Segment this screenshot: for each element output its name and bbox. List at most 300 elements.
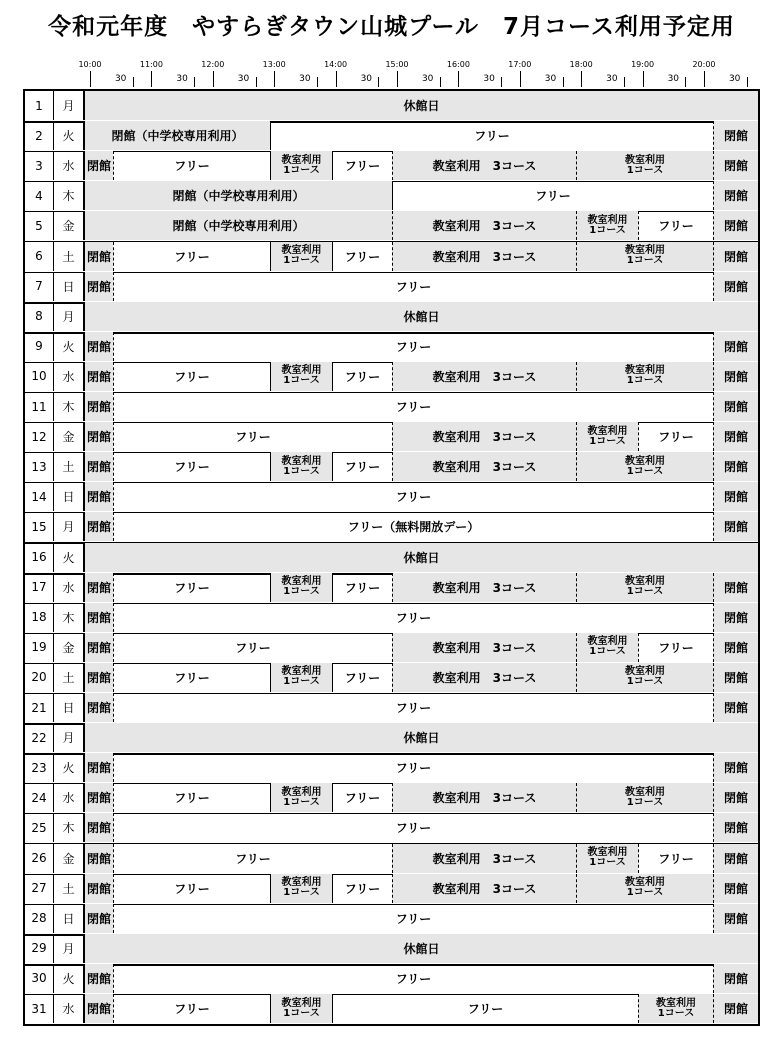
day-number: 10 xyxy=(25,362,54,391)
course-label: 1コース xyxy=(283,1007,320,1019)
school-use-cell: 閉館（中学校専用利用） xyxy=(85,211,392,240)
closed-cell: 閉館 xyxy=(85,573,113,602)
schedule-row xyxy=(25,392,758,423)
schedule-row xyxy=(25,663,758,694)
free-cell: フリー xyxy=(113,272,713,301)
closed-cell: 閉館 xyxy=(85,603,113,632)
day-number: 23 xyxy=(25,753,54,782)
free-cell: フリー xyxy=(113,783,270,812)
course-label: 1コース xyxy=(283,887,320,899)
half-hour-label: 30 xyxy=(606,74,618,84)
schedule-row xyxy=(25,783,758,814)
class-1course-cell xyxy=(270,783,332,812)
course-label: 1コース xyxy=(283,676,320,688)
half-hour-tick xyxy=(747,77,748,87)
school-use-cell: 閉館（中学校専用利用） xyxy=(85,121,270,150)
class-label: 教室利用 xyxy=(625,666,665,678)
day-number: 29 xyxy=(25,934,54,963)
class-1course-cell xyxy=(270,874,332,903)
class-label: 教室利用 xyxy=(625,154,665,166)
closed-cell: 閉館 xyxy=(713,633,758,662)
closed-cell: 閉館 xyxy=(85,663,113,692)
class-label: 教室利用 xyxy=(625,365,665,377)
class-1course-cell xyxy=(638,994,713,1023)
day-number: 17 xyxy=(25,573,54,602)
day-number: 9 xyxy=(25,332,54,361)
time-label: 20:00 xyxy=(692,60,716,69)
closed-cell: 閉館 xyxy=(713,452,758,481)
class-1course-cell xyxy=(576,211,638,240)
class-label: 教室利用 xyxy=(587,425,628,437)
course-label: 1コース xyxy=(626,887,664,899)
hour-tick xyxy=(213,71,214,87)
class-1course-cell xyxy=(576,844,638,873)
weekday: 火 xyxy=(54,332,85,361)
course-label: 1コース xyxy=(626,796,664,808)
half-hour-label: 30 xyxy=(237,74,250,84)
day-number: 12 xyxy=(25,422,54,451)
course-label: 1コース xyxy=(283,586,320,598)
school-use-cell: 閉館（中学校専用利用） xyxy=(85,181,392,210)
free-cell: フリー xyxy=(113,362,270,391)
class-1course-cell xyxy=(270,663,332,692)
class-label: 教室利用 xyxy=(281,455,322,467)
time-label: 10:00 xyxy=(78,60,102,69)
closed-cell: 閉館 xyxy=(713,753,758,782)
day-number: 2 xyxy=(25,121,54,150)
course-label: 1コース xyxy=(626,164,664,176)
hour-tick xyxy=(520,71,521,87)
schedule-row xyxy=(25,964,758,995)
time-label: 17:00 xyxy=(508,60,532,69)
half-hour-tick xyxy=(378,77,379,87)
half-hour-tick xyxy=(563,77,564,87)
schedule-row xyxy=(25,753,758,784)
half-hour-tick xyxy=(624,77,625,87)
closed-cell: 閉館 xyxy=(85,813,113,842)
course-label: 1コース xyxy=(626,255,664,266)
class-label: 教室利用 xyxy=(281,877,322,889)
weekday: 水 xyxy=(54,573,85,602)
schedule-row xyxy=(25,91,758,123)
schedule-row xyxy=(25,121,758,152)
half-hour-tick xyxy=(194,77,195,87)
course-label: 1コース xyxy=(589,224,626,236)
hour-tick xyxy=(643,71,644,87)
class-3course-cell: 教室利用 3コース xyxy=(392,452,576,481)
course-label: 1コース xyxy=(626,375,664,387)
hour-tick xyxy=(458,71,459,87)
time-label: 15:00 xyxy=(385,60,409,69)
free-cell: フリー xyxy=(113,633,392,662)
day-number: 5 xyxy=(25,211,54,240)
class-label: 教室利用 xyxy=(281,786,322,798)
free-cell: フリー xyxy=(113,422,392,451)
free-cell: フリー xyxy=(113,874,270,903)
hour-tick xyxy=(336,71,337,87)
class-label: 教室利用 xyxy=(281,666,322,678)
schedule-row xyxy=(25,934,758,966)
half-hour-label: 30 xyxy=(299,74,311,84)
half-hour-label: 30 xyxy=(728,74,741,84)
time-label: 13:00 xyxy=(262,60,286,69)
day-number: 16 xyxy=(25,543,54,572)
class-1course-cell xyxy=(270,362,332,391)
schedule-row xyxy=(25,422,758,453)
day-number: 18 xyxy=(25,603,54,632)
closed-cell: 閉館 xyxy=(85,482,113,511)
schedule-row xyxy=(25,452,758,483)
weekday: 木 xyxy=(54,603,85,632)
class-3course-cell: 教室利用 3コース xyxy=(392,844,576,873)
day-number: 22 xyxy=(25,723,54,752)
half-hour-label: 30 xyxy=(114,74,127,84)
time-label: 11:00 xyxy=(139,60,163,69)
time-label: 14:00 xyxy=(324,60,348,69)
weekday: 日 xyxy=(54,693,85,722)
weekday: 日 xyxy=(54,904,85,933)
course-label: 1コース xyxy=(589,857,626,868)
class-label: 教室利用 xyxy=(281,997,322,1009)
class-label: 教室利用 xyxy=(281,365,322,377)
course-label: 1コース xyxy=(283,164,320,176)
free-cell: フリー xyxy=(638,633,713,662)
day-number: 21 xyxy=(25,693,54,722)
time-axis-header xyxy=(0,0,783,90)
class-label: 教室利用 xyxy=(281,154,322,166)
class-1course-cell xyxy=(270,242,332,271)
closed-cell: 閉館 xyxy=(85,964,113,993)
closed-cell: 閉館 xyxy=(713,512,758,541)
course-label: 1コース xyxy=(626,586,664,598)
closed-cell: 閉館 xyxy=(85,272,113,301)
half-hour-label: 30 xyxy=(483,74,495,84)
free-cell: フリー xyxy=(332,242,392,271)
class-1course-cell xyxy=(270,151,332,180)
free-cell: フリー xyxy=(638,422,713,451)
free-cell: フリー xyxy=(638,844,713,873)
course-label: 1コース xyxy=(626,676,664,688)
class-3course-cell: 教室利用 3コース xyxy=(392,783,576,812)
page-title: 令和元年度 やすらぎタウン山城プール 7月コース利用予定用 xyxy=(48,14,735,40)
class-1course-cell xyxy=(576,573,713,602)
class-1course-cell xyxy=(576,452,713,481)
closed-cell: 閉館 xyxy=(85,332,113,361)
half-hour-tick xyxy=(685,77,686,87)
closed-cell: 閉館 xyxy=(85,874,113,903)
weekday: 土 xyxy=(54,663,85,692)
free-cell: フリー xyxy=(332,362,392,391)
day-number: 25 xyxy=(25,813,54,842)
free-cell: フリー xyxy=(113,904,713,933)
free-cell: フリー xyxy=(332,573,392,602)
class-1course-cell xyxy=(576,151,713,180)
closed-cell: 閉館 xyxy=(713,994,758,1023)
day-number: 1 xyxy=(25,91,54,120)
weekday: 土 xyxy=(54,452,85,481)
weekday: 土 xyxy=(54,242,85,271)
day-number: 4 xyxy=(25,181,54,210)
closed-cell: 閉館 xyxy=(713,151,758,180)
closed-cell: 閉館 xyxy=(85,452,113,481)
course-label: 1コース xyxy=(283,255,320,266)
class-label: 教室利用 xyxy=(281,245,322,256)
weekday: 火 xyxy=(54,543,85,572)
day-number: 28 xyxy=(25,904,54,933)
weekday: 金 xyxy=(54,422,85,451)
closed-cell: 閉館 xyxy=(85,242,113,271)
closed-cell: 閉館 xyxy=(85,362,113,391)
free-cell: フリー xyxy=(113,813,713,842)
closed-cell: 閉館 xyxy=(713,121,758,150)
closed-cell: 閉館 xyxy=(713,844,758,873)
closed-cell: 閉館 xyxy=(713,362,758,391)
weekday: 水 xyxy=(54,783,85,812)
closed-cell: 閉館 xyxy=(713,422,758,451)
schedule-row xyxy=(25,994,758,1024)
time-label: 19:00 xyxy=(631,60,655,69)
free-cell: フリー xyxy=(113,753,713,782)
free-cell: フリー xyxy=(113,242,270,271)
day-number: 24 xyxy=(25,783,54,812)
half-hour-label: 30 xyxy=(176,74,188,84)
class-1course-cell xyxy=(270,573,332,602)
hour-tick xyxy=(151,71,152,87)
closed-cell: 閉館 xyxy=(713,964,758,993)
day-number: 30 xyxy=(25,964,54,993)
free-cell: フリー xyxy=(113,332,713,361)
free-cell: フリー xyxy=(113,482,713,511)
class-label: 教室利用 xyxy=(587,214,628,226)
day-number: 7 xyxy=(25,272,54,301)
free-cell: フリー xyxy=(113,663,270,692)
weekday: 水 xyxy=(54,362,85,391)
schedule-row xyxy=(25,272,758,304)
hour-tick xyxy=(90,71,91,87)
half-hour-label: 30 xyxy=(421,74,434,84)
schedule-row xyxy=(25,332,758,363)
free-cell: フリー xyxy=(113,573,270,602)
class-3course-cell: 教室利用 3コース xyxy=(392,422,576,451)
half-hour-label: 30 xyxy=(667,74,680,84)
class-label: 教室利用 xyxy=(625,877,665,889)
weekday: 土 xyxy=(54,874,85,903)
class-1course-cell xyxy=(576,633,638,662)
holiday-cell: 休館日 xyxy=(85,934,758,963)
closed-cell: 閉館 xyxy=(713,603,758,632)
course-label: 1コース xyxy=(589,435,626,447)
class-label: 教室利用 xyxy=(625,786,665,798)
course-label: 1コース xyxy=(626,465,664,477)
closed-cell: 閉館 xyxy=(713,783,758,812)
class-3course-cell: 教室利用 3コース xyxy=(392,211,576,240)
class-3course-cell: 教室利用 3コース xyxy=(392,573,576,602)
free-cell: フリー xyxy=(113,964,713,993)
free-cell: フリー xyxy=(332,783,392,812)
day-number: 15 xyxy=(25,512,54,541)
time-label: 12:00 xyxy=(201,60,225,69)
schedule-row xyxy=(25,603,758,634)
hour-tick xyxy=(704,71,705,87)
closed-cell: 閉館 xyxy=(85,844,113,873)
free-cell: フリー xyxy=(270,121,713,150)
class-1course-cell xyxy=(576,874,713,903)
weekday: 金 xyxy=(54,844,85,873)
schedule-row xyxy=(25,693,758,725)
weekday: 日 xyxy=(54,272,85,301)
weekday: 木 xyxy=(54,392,85,421)
closed-cell: 閉館 xyxy=(85,151,113,180)
free-cell: フリー xyxy=(332,452,392,481)
free-open-day-cell: フリー（無料開放デー） xyxy=(113,512,713,541)
day-number: 8 xyxy=(25,302,54,331)
class-3course-cell: 教室利用 3コース xyxy=(392,242,576,271)
schedule-row xyxy=(25,482,758,513)
course-label: 1コース xyxy=(589,646,626,658)
day-number: 6 xyxy=(25,242,54,271)
closed-cell: 閉館 xyxy=(85,904,113,933)
class-label: 教室利用 xyxy=(587,636,628,648)
class-1course-cell xyxy=(576,783,713,812)
class-3course-cell: 教室利用 3コース xyxy=(392,633,576,662)
schedule-row xyxy=(25,543,758,575)
weekday: 水 xyxy=(54,151,85,180)
hour-tick xyxy=(397,71,398,87)
free-cell: フリー xyxy=(332,151,392,180)
class-label: 教室利用 xyxy=(656,997,696,1009)
holiday-cell: 休館日 xyxy=(85,723,758,752)
closed-cell: 閉館 xyxy=(713,392,758,421)
class-1course-cell xyxy=(576,422,638,451)
free-cell: フリー xyxy=(113,693,713,722)
weekday: 月 xyxy=(54,512,85,541)
free-cell: フリー xyxy=(113,844,392,873)
schedule-row xyxy=(25,844,758,875)
holiday-cell: 休館日 xyxy=(85,543,758,572)
free-cell: フリー xyxy=(332,994,638,1023)
closed-cell: 閉館 xyxy=(713,663,758,692)
half-hour-label: 30 xyxy=(544,74,557,84)
closed-cell: 閉館 xyxy=(85,693,113,722)
weekday: 火 xyxy=(54,753,85,782)
schedule-row xyxy=(25,211,758,242)
class-3course-cell: 教室利用 3コース xyxy=(392,663,576,692)
weekday: 月 xyxy=(54,723,85,752)
day-number: 11 xyxy=(25,392,54,421)
holiday-cell: 休館日 xyxy=(85,302,758,331)
closed-cell: 閉館 xyxy=(713,482,758,511)
class-label: 教室利用 xyxy=(281,576,322,588)
day-number: 3 xyxy=(25,151,54,180)
closed-cell: 閉館 xyxy=(713,573,758,602)
closed-cell: 閉館 xyxy=(85,994,113,1023)
closed-cell: 閉館 xyxy=(85,422,113,451)
closed-cell: 閉館 xyxy=(713,693,758,722)
weekday: 金 xyxy=(54,633,85,662)
weekday: 水 xyxy=(54,994,85,1023)
schedule-row xyxy=(25,573,758,604)
closed-cell: 閉館 xyxy=(85,633,113,662)
weekday: 木 xyxy=(54,181,85,210)
class-1course-cell xyxy=(270,452,332,481)
schedule-row xyxy=(25,904,758,936)
closed-cell: 閉館 xyxy=(85,392,113,421)
weekday: 火 xyxy=(54,121,85,150)
course-label: 1コース xyxy=(283,796,320,808)
closed-cell: 閉館 xyxy=(713,332,758,361)
schedule-row xyxy=(25,302,758,334)
schedule-row xyxy=(25,633,758,664)
closed-cell: 閉館 xyxy=(85,753,113,782)
class-label: 教室利用 xyxy=(625,245,665,256)
weekday: 火 xyxy=(54,964,85,993)
class-1course-cell xyxy=(576,663,713,692)
free-cell: フリー xyxy=(113,151,270,180)
free-cell: フリー xyxy=(332,663,392,692)
class-label: 教室利用 xyxy=(625,455,665,467)
free-cell: フリー xyxy=(392,181,713,210)
closed-cell: 閉館 xyxy=(713,242,758,271)
closed-cell: 閉館 xyxy=(713,181,758,210)
free-cell: フリー xyxy=(113,603,713,632)
closed-cell: 閉館 xyxy=(85,783,113,812)
weekday: 月 xyxy=(54,91,85,120)
time-label: 16:00 xyxy=(446,60,470,69)
course-label: 1コース xyxy=(283,465,320,477)
schedule-row xyxy=(25,242,758,273)
weekday: 木 xyxy=(54,813,85,842)
half-hour-tick xyxy=(501,77,502,87)
half-hour-tick xyxy=(133,77,134,87)
closed-cell: 閉館 xyxy=(713,813,758,842)
free-cell: フリー xyxy=(332,874,392,903)
class-1course-cell xyxy=(576,362,713,391)
weekday: 月 xyxy=(54,934,85,963)
weekday: 月 xyxy=(54,302,85,331)
class-label: 教室利用 xyxy=(625,576,665,588)
schedule-row xyxy=(25,151,758,182)
day-number: 31 xyxy=(25,994,54,1023)
time-label: 18:00 xyxy=(569,60,593,69)
closed-cell: 閉館 xyxy=(713,904,758,933)
weekday: 金 xyxy=(54,211,85,240)
course-label: 1コース xyxy=(657,1007,695,1019)
class-1course-cell xyxy=(270,994,332,1023)
class-1course-cell xyxy=(576,242,713,271)
schedule-table xyxy=(23,89,760,1026)
free-cell: フリー xyxy=(113,994,270,1023)
schedule-row xyxy=(25,813,758,844)
day-number: 26 xyxy=(25,844,54,873)
free-cell: フリー xyxy=(638,211,713,240)
schedule-row xyxy=(25,362,758,393)
weekday: 日 xyxy=(54,482,85,511)
schedule-row xyxy=(25,874,758,905)
day-number: 27 xyxy=(25,874,54,903)
class-3course-cell: 教室利用 3コース xyxy=(392,874,576,903)
free-cell: フリー xyxy=(113,392,713,421)
schedule-row xyxy=(25,512,758,544)
closed-cell: 閉館 xyxy=(713,211,758,240)
day-number: 19 xyxy=(25,633,54,662)
day-number: 13 xyxy=(25,452,54,481)
half-hour-tick xyxy=(317,77,318,87)
closed-cell: 閉館 xyxy=(713,272,758,301)
closed-cell: 閉館 xyxy=(85,512,113,541)
holiday-cell: 休館日 xyxy=(85,91,758,120)
day-number: 14 xyxy=(25,482,54,511)
day-number: 20 xyxy=(25,663,54,692)
